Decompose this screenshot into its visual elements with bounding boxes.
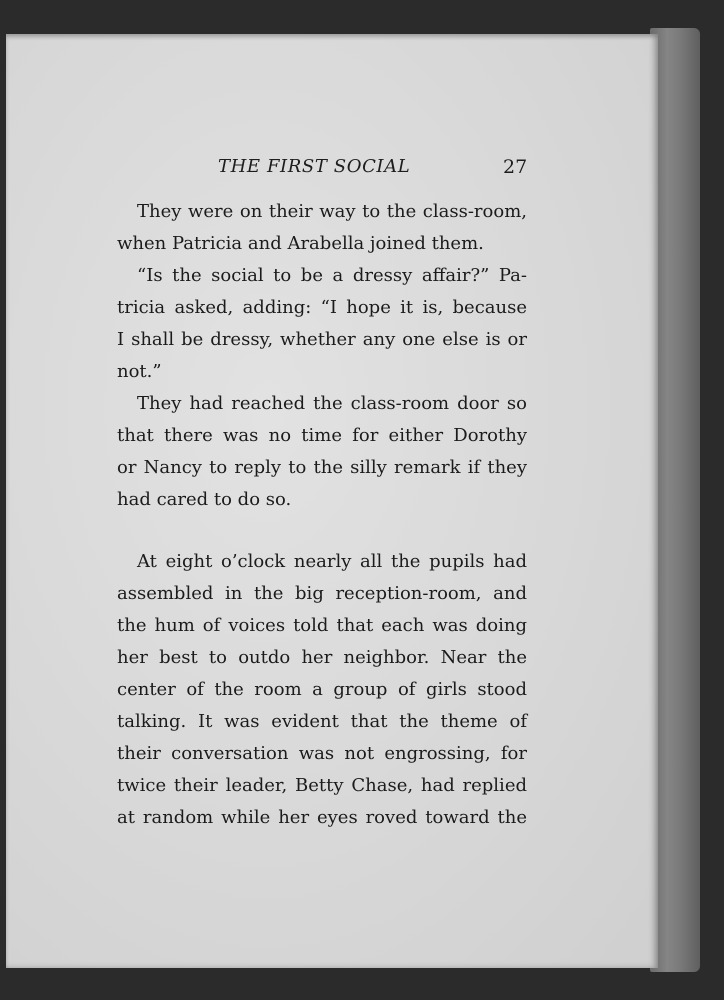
text-line: their conversation was not engrossing, for — [117, 743, 527, 764]
text-line: talking. It was evident that the theme of — [117, 711, 527, 732]
text-line: center of the room a group of girls stood — [117, 679, 527, 700]
running-head — [0, 156, 724, 182]
text-line: the hum of voices told that each was doing — [117, 615, 527, 636]
text-line: twice their leader, Betty Chase, had replied — [117, 775, 527, 796]
body-text — [117, 196, 527, 834]
text-line: had cared to do so. — [117, 489, 292, 510]
text-line: tricia asked, adding: “I hope it is, because — [117, 297, 527, 318]
text-line: They had reached the class-room door so — [137, 393, 527, 414]
chapter-title: THE FIRST SOCIAL — [218, 156, 411, 177]
text-line: when Patricia and Arabella joined them. — [117, 233, 484, 254]
text-line: that there was no time for either Dorothy — [117, 425, 527, 446]
text-line: At eight o’clock nearly all the pupils had — [137, 551, 527, 572]
text-line: at random while her eyes roved toward the — [117, 807, 527, 828]
section-break — [117, 516, 527, 546]
text-line: assembled in the big reception-room, and — [117, 583, 527, 604]
text-line: or Nancy to reply to the silly remark if they — [117, 457, 527, 478]
text-line: They were on their way to the class-room, — [137, 201, 527, 222]
text-line: her best to outdo her neighbor. Near the — [117, 647, 527, 668]
text-line: I shall be dressy, whether any one else is or — [117, 329, 527, 350]
text-line: “Is the social to be a dressy affair?” Pa- — [137, 265, 527, 286]
page-number: 27 — [503, 156, 528, 178]
text-line: not.” — [117, 361, 162, 382]
